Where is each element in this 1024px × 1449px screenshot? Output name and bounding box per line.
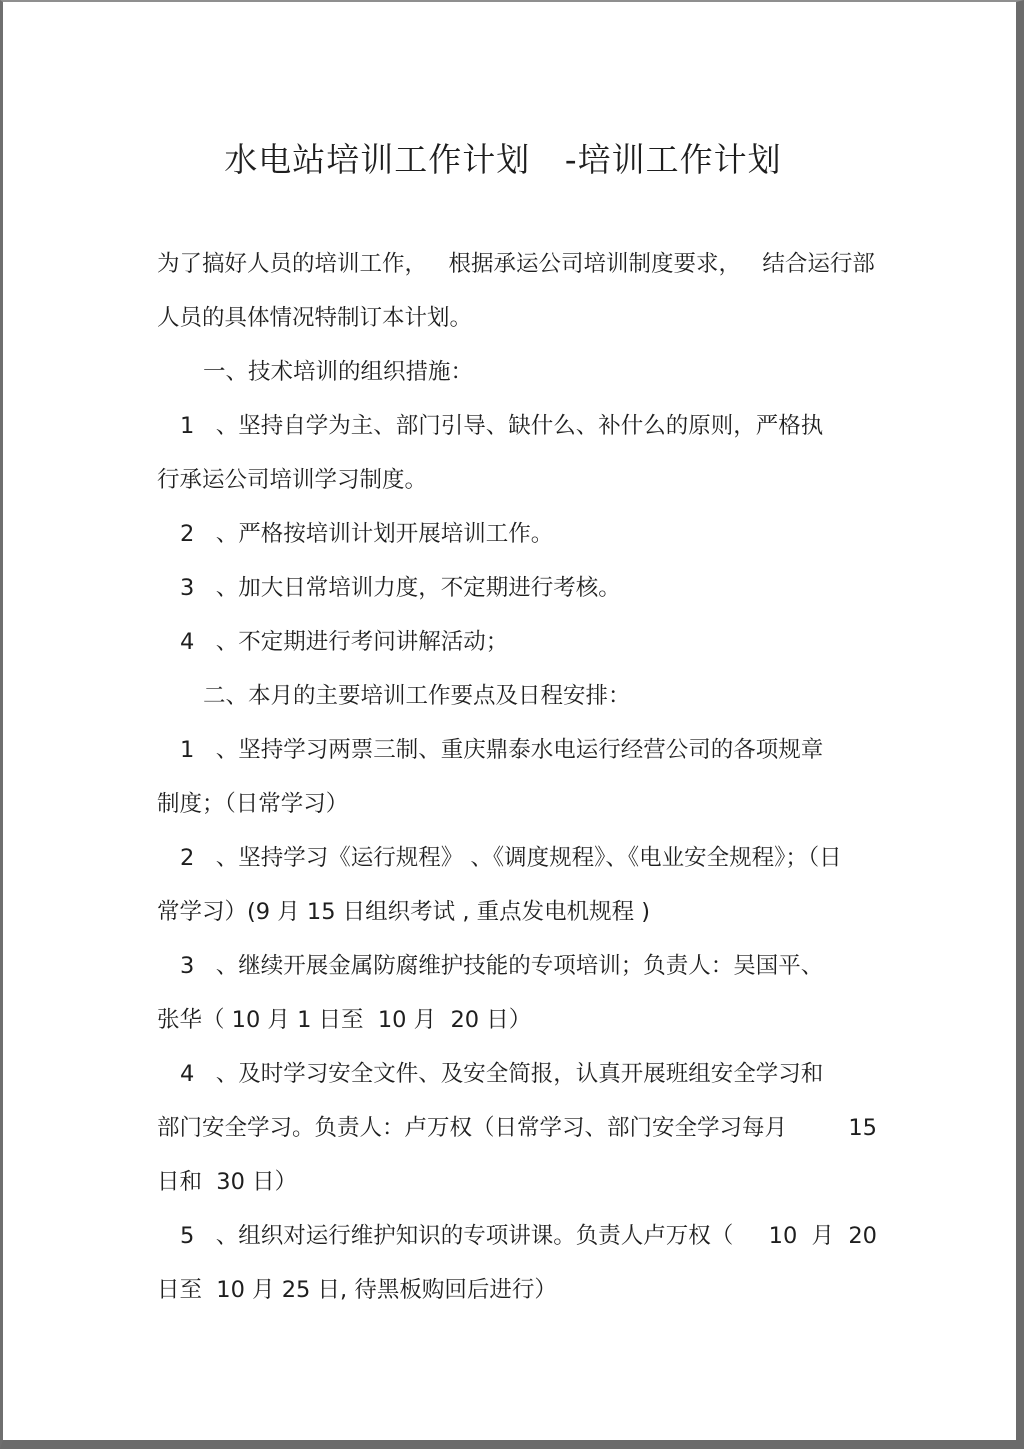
- list-item-continuation: 张华（ 10 月 1 日至 10 月 20 日）: [157, 1007, 532, 1033]
- line-text-right: 10 月 20: [768, 1223, 877, 1249]
- list-item: 3 、加大日常培训力度，不定期进行考核。: [180, 575, 621, 601]
- list-item: 1 、坚持学习两票三制、重庆鼎泰水电运行经营公司的各项规章: [180, 737, 824, 763]
- line-text: 部门安全学习。负责人：卢万权（日常学习、部门安全学习每月: [157, 1115, 788, 1141]
- list-item: 2 、坚持学习《运行规程》 、《调度规程》、《电业安全规程》；（日: [180, 845, 842, 871]
- list-item-continuation: 日和 30 日）: [157, 1169, 298, 1195]
- line-text: 5 、组织对运行维护知识的专项讲课。负责人卢万权（: [180, 1223, 734, 1249]
- paragraph-line: 人员的具体情况特制订本计划。: [157, 305, 473, 331]
- list-item-continuation: [157, 1101, 877, 1155]
- paragraph-line: 为了搞好人员的培训工作， 根据承运公司培训制度要求， 结合运行部: [157, 251, 875, 277]
- list-item: 2 、严格按培训计划开展培训工作。: [180, 521, 554, 547]
- list-item-continuation: 制度；（日常学习）: [157, 791, 349, 817]
- list-item-continuation: 常学习）(9 月 15 日组织考试 , 重点发电机规程 ): [157, 899, 651, 925]
- list-item-continuation: 行承运公司培训学习制度。: [157, 467, 428, 493]
- document-body: [157, 237, 877, 1317]
- list-item-continuation: 日至 10 月 25 日, 待黑板购回后进行）: [157, 1277, 557, 1303]
- line-text-right: 15: [848, 1115, 877, 1141]
- list-item: [157, 1209, 877, 1263]
- list-item: 4 、不定期进行考问讲解活动；: [180, 629, 509, 655]
- document-title: 水电站培训工作计划 -培训工作计划: [224, 140, 782, 179]
- list-item: 3 、继续开展金属防腐维护技能的专项培训；负责人：吴国平、: [180, 953, 824, 979]
- list-item: 1 、坚持自学为主、部门引导、缺什么、补什么的原则，严格执: [180, 413, 824, 439]
- section-heading: 二、本月的主要培训工作要点及日程安排：: [203, 683, 631, 709]
- list-item: 4 、及时学习安全文件、及安全简报，认真开展班组安全学习和: [180, 1061, 824, 1087]
- section-heading: 一、技术培训的组织措施：: [203, 359, 474, 385]
